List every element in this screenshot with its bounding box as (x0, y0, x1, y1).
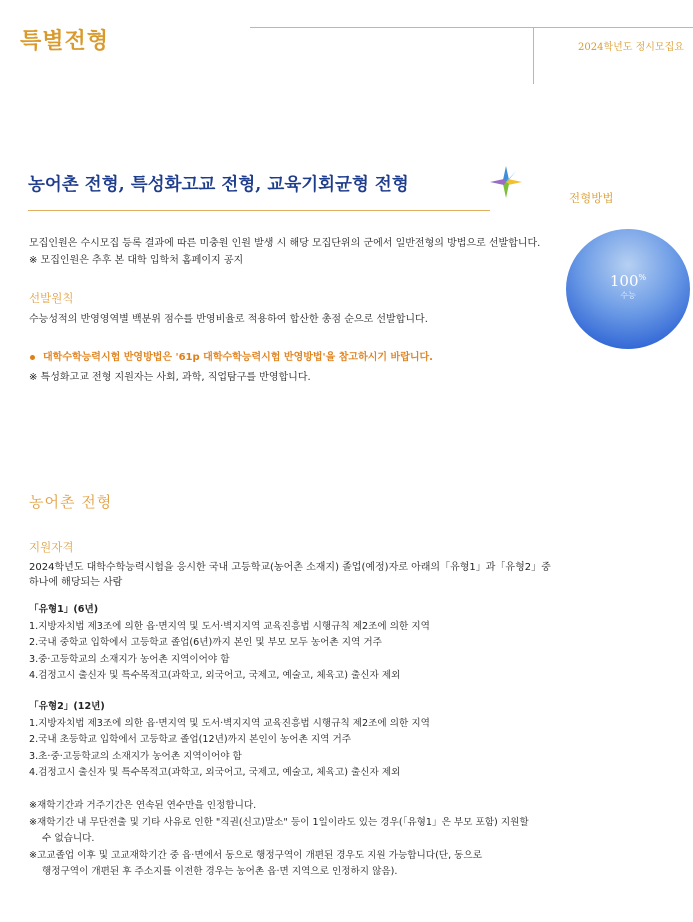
type1-block (29, 602, 430, 685)
selection-highlight (30, 348, 433, 363)
intro-line-2: ※ 모집인원은 추후 본 대학 입학처 홈페이지 공지 (29, 255, 244, 266)
qualification-title: 지원자격 (29, 540, 74, 554)
list-item: 1.지방자치법 제3조에 의한 읍·면지역 및 도서·벽지지역 교육진흥법 시행규칙 제2조에 의한 지역 (29, 717, 430, 729)
method-value-mark: % (638, 273, 647, 282)
note-1: ※재학기간과 거주기간은 연속된 연수만을 인정합니다. (29, 800, 257, 811)
method-value (566, 269, 690, 290)
qualification-line-2: 하나에 해당되는 사람 (29, 577, 123, 588)
type2-block (29, 699, 430, 782)
note-2a: ※재학기간 내 무단전출 및 기타 사유로 인한 "직권(신고)말소" 등이 1일이라도 있는 경우(「유형1」은 부모 포함) 지원할 (29, 816, 529, 828)
note-2b: 수 없습니다. (42, 833, 95, 844)
method-value-number: 100 (609, 272, 639, 290)
bullet-icon (30, 355, 35, 360)
list-item: 1.지방자치법 제3조에 의한 읍·면지역 및 도서·벽지지역 교육진흥법 시행규칙 제2조에 의한 지역 (29, 620, 430, 632)
list-item: 3.중·고등학교의 소재지가 농어촌 지역이어야 함 (29, 653, 230, 665)
page-title: 농어촌 전형, 특성화고교 전형, 교육기회균형 전형 (28, 175, 409, 195)
qualification-line-1: 2024학년도 대학수학능력시험을 응시한 국내 고등학교(농어촌 소재지) 졸업(예정)자로 아래의「유형1」과「유형2」중 (29, 562, 551, 573)
heading-underline (28, 210, 490, 211)
method-label: 전형방법 (569, 191, 614, 205)
method-sub-label: 수능 (620, 291, 636, 300)
nongeochon-heading: 농어촌 전형 (29, 493, 113, 511)
selection-title: 선발원칙 (29, 291, 74, 305)
list-item: 2.국내 초등학교 입학에서 고등학교 졸업(12년)까지 본인이 농어촌 지역 거주 (29, 734, 352, 745)
type2-title: 「유형2」(12년) (29, 701, 105, 712)
notes-block (29, 798, 529, 881)
list-item: 3.초·중·고등학교의 소재지가 농어촌 지역이어야 함 (29, 750, 242, 762)
list-item: 4.검정고시 출신자 및 특수목적고(과학고, 외국어고, 국제고, 예술고, 체육고) 출신자 제외 (29, 670, 401, 681)
selection-text: 수능성적의 반영영역별 백분위 점수를 반영비율로 적용하여 합산한 총점 순으로 선발합니다. (29, 314, 428, 325)
note-3b: 행정구역이 개편된 후 주소지를 이전한 경우는 농어촌 읍·면 지역으로 인정하지 않음). (42, 866, 398, 877)
note-3a: ※고교졸업 이후 및 고교재학기간 중 읍·면에서 동으로 행정구역이 개편된 경우도 지원 가능합니다(단, 동으로 (29, 849, 482, 861)
header-divider (250, 27, 693, 28)
selection-highlight-text: 대학수학능력시험 반영방법은 '61p 대학수학능력시험 반영방법'을 참고하시기 바랍니다. (43, 352, 433, 363)
star-decoration-icon (486, 162, 526, 202)
header-vertical-divider (533, 27, 534, 84)
year-label: 2024학년도 정시모집요 (578, 42, 684, 53)
type1-title: 「유형1」(6년) (29, 604, 99, 615)
intro-line-1: 모집인원은 수시모집 등록 결과에 따른 미충원 인원 발생 시 해당 모집단위의 군에서 일반전형의 방법으로 선발합니다. (29, 238, 541, 249)
list-item: 2.국내 중학교 입학에서 고등학교 졸업(6년)까지 본인 및 부모 모두 농어촌 지역 거주 (29, 637, 382, 648)
list-item: 4.검정고시 출신자 및 특수목적고(과학고, 외국어고, 국제고, 예술고, 체육고) 출신자 제외 (29, 767, 401, 778)
section-title: 특별전형 (20, 28, 110, 54)
method-circle (566, 229, 690, 349)
selection-note: ※ 특성화고교 전형 지원자는 사회, 과학, 직업탐구를 반영합니다. (29, 372, 311, 383)
